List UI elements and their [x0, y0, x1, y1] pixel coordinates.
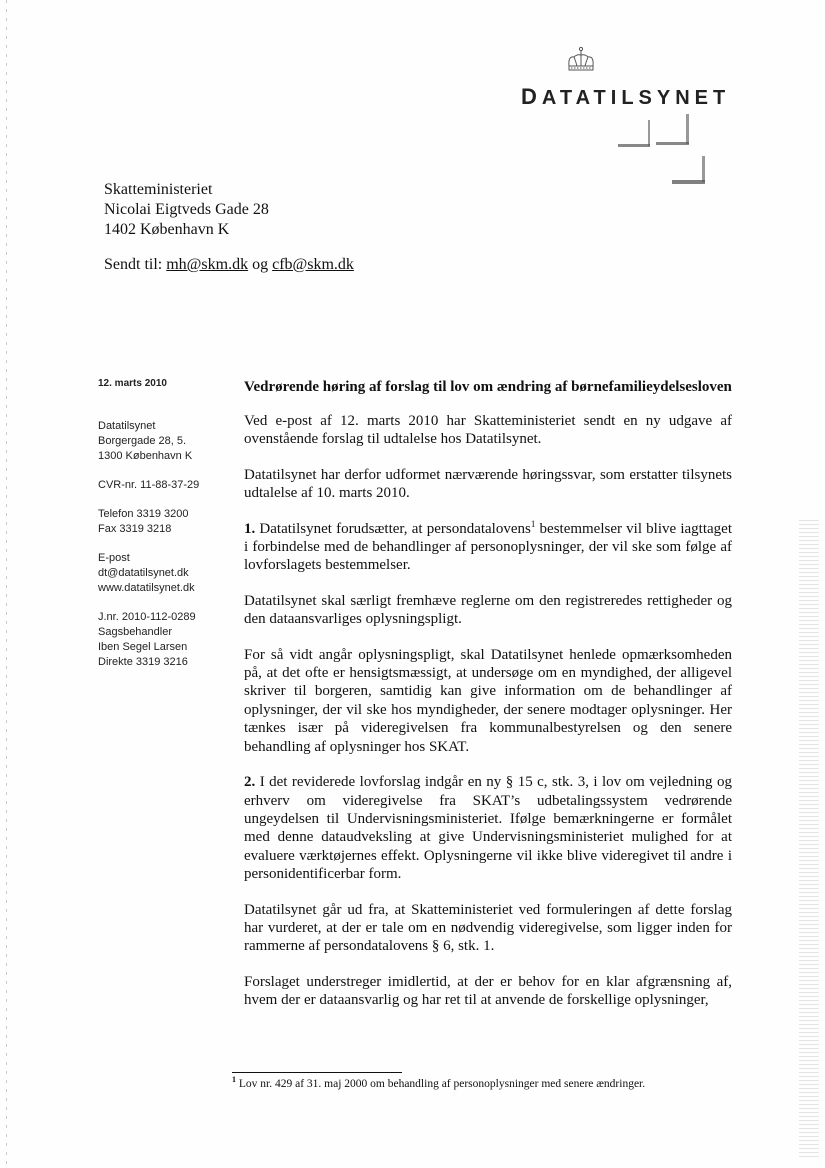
case-info	[98, 610, 228, 670]
recipient-street: Nicolai Eigtveds Gade 28	[104, 201, 269, 218]
paragraph-8: Forslaget understreger imidlertid, at der er behov for en klar afgrænsning af, hvem der er dataansvarlig og har ret til at anvende de forskellige oplysninger,	[244, 973, 732, 1009]
case-handler-name: Iben Segel Larsen	[98, 641, 188, 653]
paragraph-6-text: I det reviderede lovforslag indgår en ny § 15 c, stk. 3, i lov om vejledning og erhverv om videregivelse fra SKAT’s udbetalingssystem vedrørende ungeydelsen til Undervisningsministeriet. Ifølge bemærkningerne er formålet med denne dataudveksling at give Undervisningsministeriet mulighed for at evaluere værktøjernes effekt. Oplysningerne vil ikke blive videregivet til andre i personidentificerbar form.	[244, 774, 733, 883]
footnote	[232, 1075, 646, 1090]
case-handler-phone: Direkte 3319 3216	[98, 656, 188, 668]
sent-to-joiner: og	[252, 256, 269, 273]
paragraph-4: Datatilsynet skal særligt fremhæve reglerne om den registreredes rettigheder og den dataansvarliges oplysningspligt.	[244, 592, 732, 628]
sent-to-line	[104, 256, 354, 274]
recipient-name: Skatteministeriet	[104, 181, 213, 198]
section-number-2: 2.	[244, 774, 256, 791]
brand-rest: ATATILSYNET	[541, 87, 731, 109]
footnote-divider	[232, 1072, 402, 1073]
email-link-cfb[interactable]: cfb@skm.dk	[272, 256, 354, 273]
received-stamp-icon	[600, 112, 725, 192]
crown-icon	[565, 46, 597, 74]
sender-contact	[98, 551, 228, 596]
brand-logo	[521, 84, 730, 110]
section-number-1: 1.	[244, 520, 256, 537]
scan-edge-right	[799, 520, 819, 1160]
sender-address	[98, 419, 228, 464]
paragraph-1: Ved e-post af 12. marts 2010 har Skatteministeriet sendt en ny udgave af ovenstående forslag til udtalelse hos Datatilsynet.	[244, 413, 732, 448]
footnote-text: Lov nr. 429 af 31. maj 2000 om behandling af personoplysninger med senere ændringer.	[238, 1078, 646, 1090]
paragraph-5: For så vidt angår oplysningspligt, skal Datatilsynet henlede opmærksomheden på, at det ofte er hensigtsmæssigt, at undersøge om en myndighed, der alligevel skriver til borgeren, samtidig kan give information om de behandlinger af oplysninger, der vil ske hos myndigheder, der senere modtager oplysninger. Her tænkes især på videregivelsen fra kommunalbestyrelsen og den senere behandling af oplysninger hos SKAT.	[244, 646, 732, 755]
case-handler-label: Sagsbehandler	[98, 626, 173, 638]
footnote-number: 1	[232, 1075, 236, 1085]
scan-edge-left	[6, 0, 7, 1168]
letter-date: 12. marts 2010	[98, 378, 167, 389]
phone-number: Telefon 3319 3200	[98, 508, 189, 520]
paragraph-3-part-b: bestemmelser vil blive iagttaget i forbindelse med de behandlinger af personoplysninger, der vil ske som følge af lovforslagets bestemmelser.	[244, 520, 732, 574]
paragraph-3	[244, 520, 732, 575]
email-label: E-post	[98, 552, 130, 564]
cvr-number: CVR-nr. 11-88-37-29	[98, 479, 200, 491]
paragraph-2: Datatilsynet har derfor udformet nærværende høringssvar, som erstatter tilsynets udtalelse af 10. marts 2010.	[244, 466, 732, 502]
paragraph-3-part-a: Datatilsynet forudsætter, at persondatalovens	[259, 520, 531, 537]
sender-sidebar	[98, 376, 228, 684]
recipient-city: 1402 København K	[104, 221, 230, 238]
paragraph-6	[244, 773, 732, 883]
sender-website[interactable]: www.datatilsynet.dk	[98, 582, 195, 594]
letter-body	[244, 378, 732, 1027]
letter-subject: Vedrørende høring af forslag til lov om ændring af børnefamilieydelsesloven	[244, 379, 732, 395]
sender-phone	[98, 507, 228, 537]
paragraph-7: Datatilsynet går ud fra, at Skatteministeriet ved formuleringen af dette forslag har vurderet, at der er tale om en nødvendig videregivelse, som ligger inden for rammerne af persondatalovens § 6, stk. 1.	[244, 901, 732, 955]
sent-to-label: Sendt til:	[104, 256, 163, 273]
sender-name: Datatilsynet	[98, 420, 156, 432]
sender-street: Borgergade 28, 5.	[98, 435, 187, 447]
sender-cvr	[98, 478, 228, 493]
footnote-ref[interactable]: 1	[530, 518, 536, 529]
case-number: J.nr. 2010-112-0289	[98, 611, 196, 623]
sender-email[interactable]: dt@datatilsynet.dk	[98, 567, 189, 579]
email-link-mh[interactable]: mh@skm.dk	[166, 256, 249, 273]
sender-city: 1300 København K	[98, 450, 193, 462]
brand-first-letter: D	[521, 84, 542, 109]
recipient-address	[104, 180, 269, 240]
fax-number: Fax 3319 3218	[98, 523, 172, 535]
